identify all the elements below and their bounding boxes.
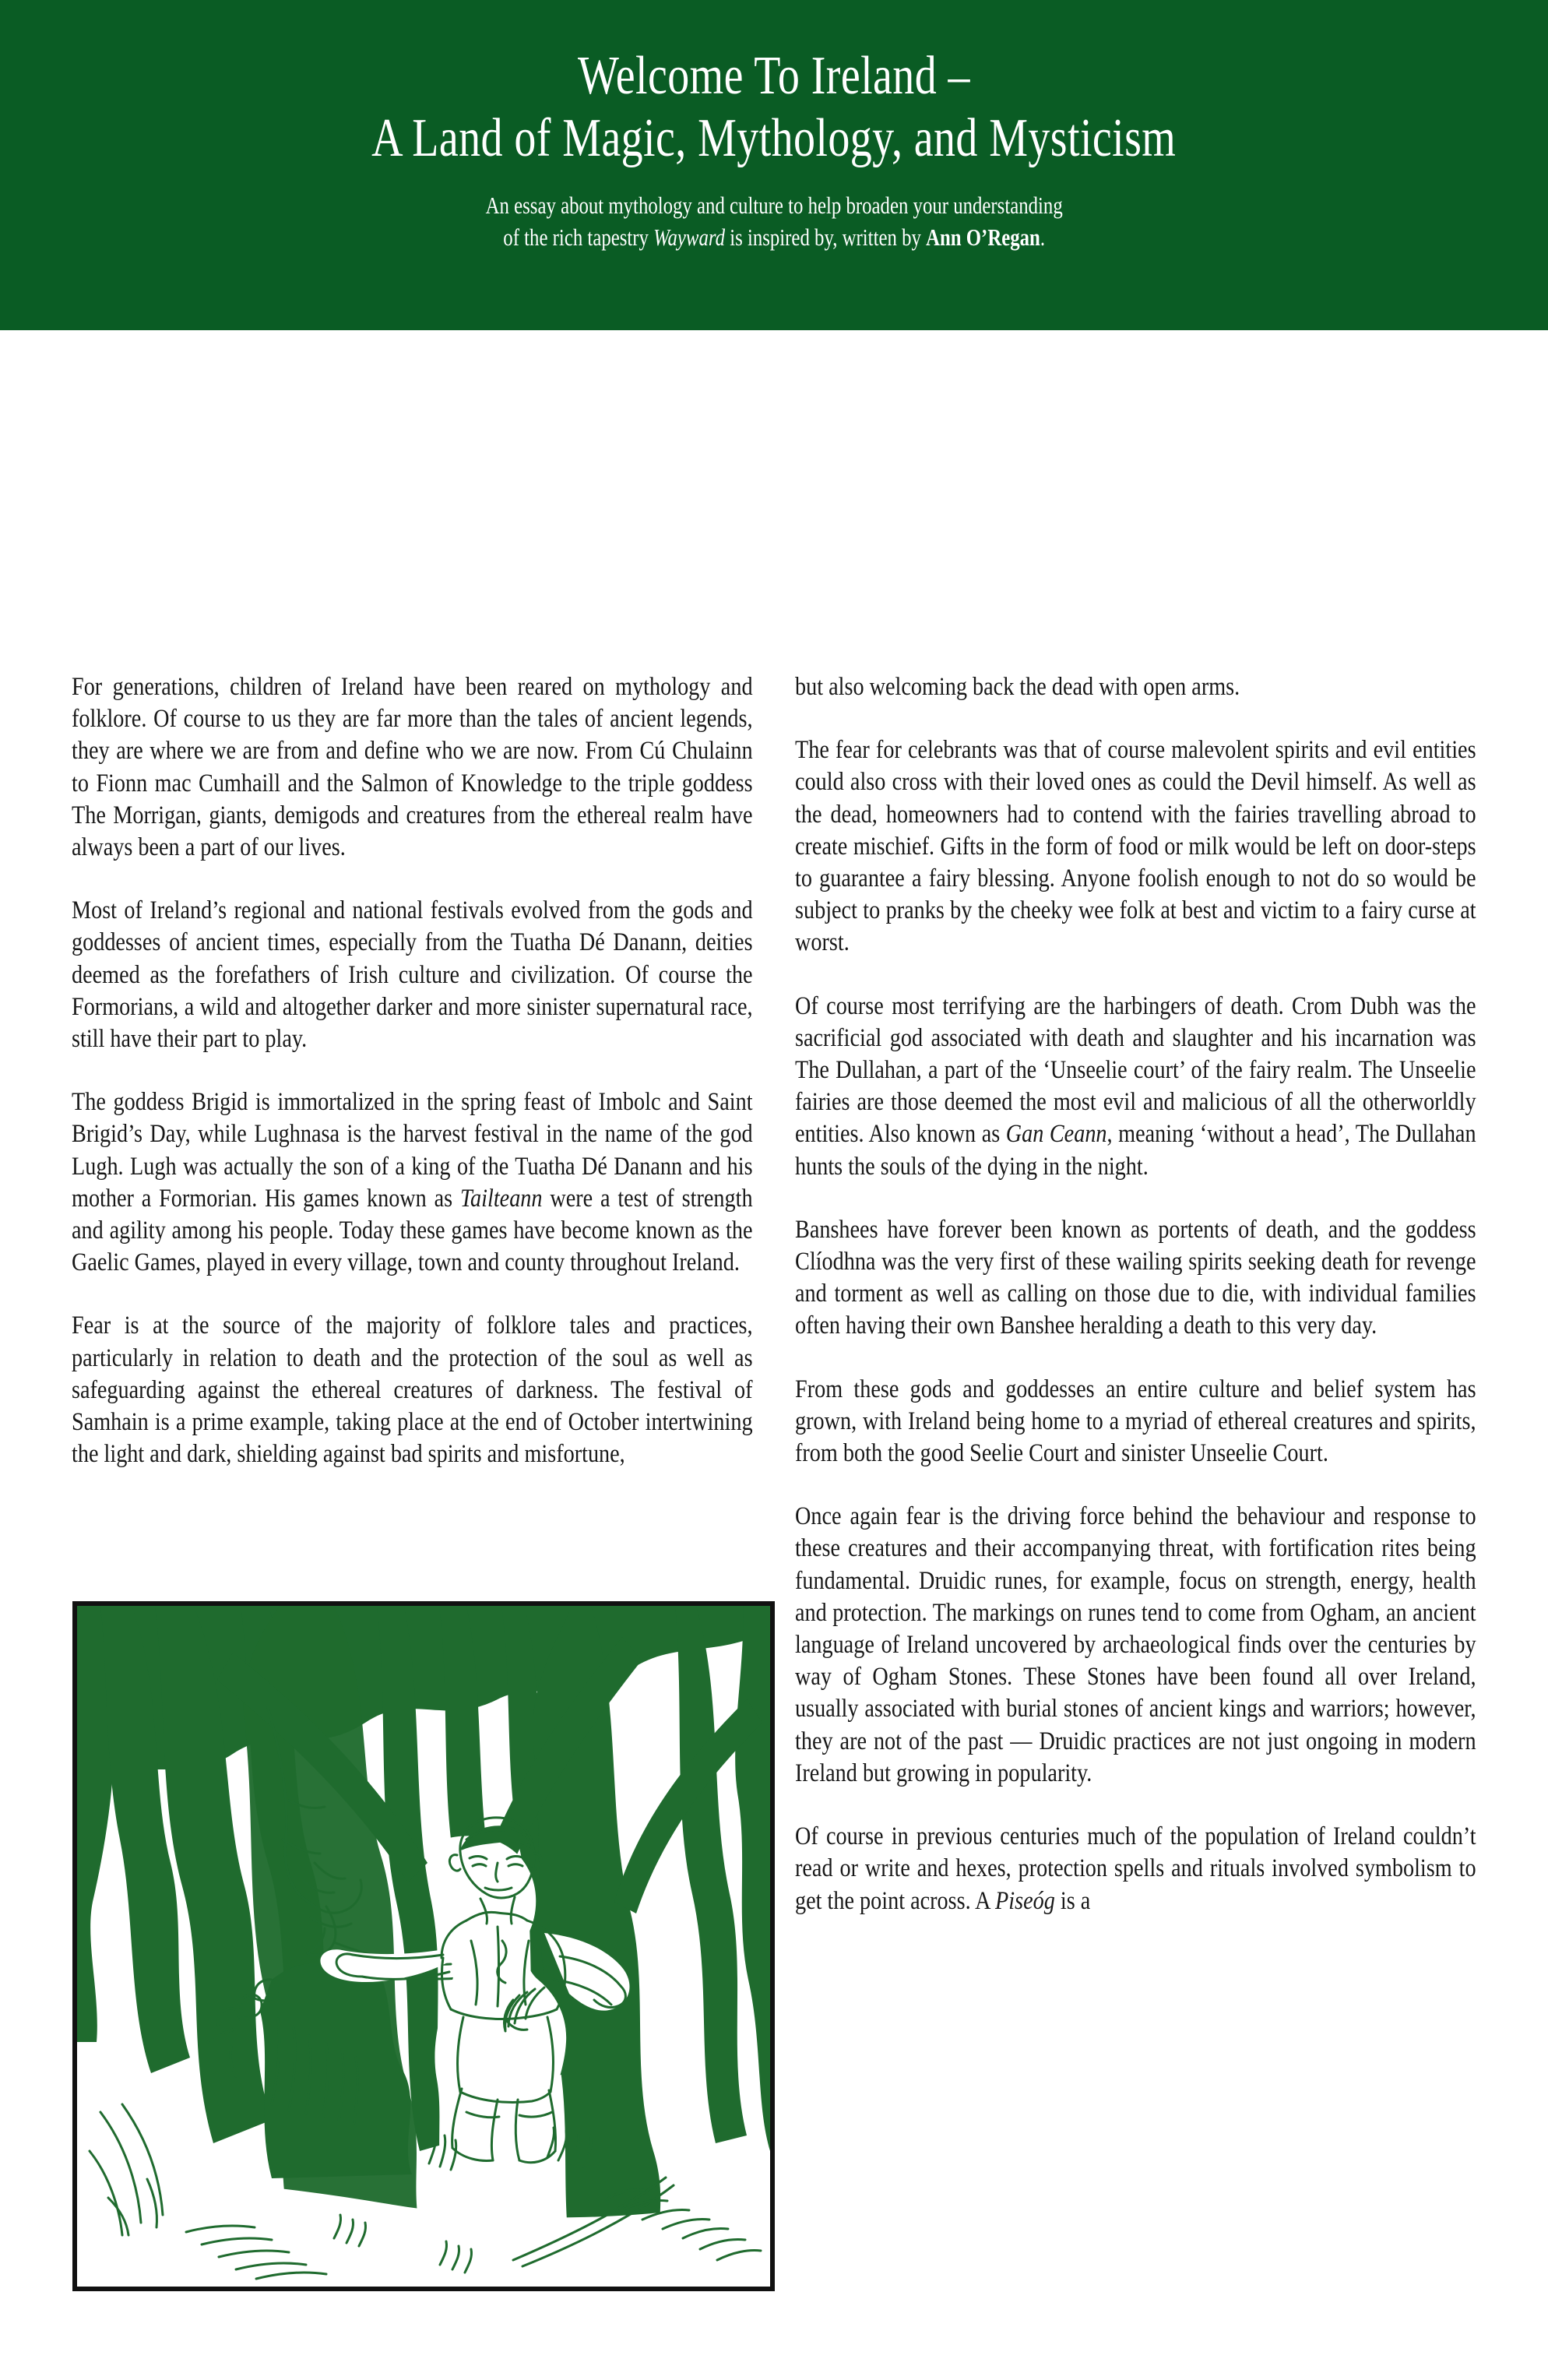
paragraph: but also welcoming back the dead with open arms. (795, 673, 1240, 701)
paragraph: From these gods and goddesses an entire culture and belief system has grown, with Ireland being home to a myriad of ethereal creatures and spirits, from both the good Seelie Court and sinister Unseelie Court. (795, 1375, 1476, 1468)
paragraph-text: were a test of strength and agility among his people. Today these games have become known as the Gaelic Games, played in every village, town and county throughout Ireland. (72, 1184, 753, 1277)
page-title-line-1: Welcome To Ireland – (578, 46, 970, 106)
paragraph (72, 1086, 753, 1279)
paragraph (795, 1821, 1476, 1917)
paragraph: Banshees have forever been known as portents of death, and the goddess Clíodhna was the very first of these wailing spirits seeking death for revenge and torment as well as calling on those due to die, with individual families often having their own Banshee heralding a death to this very day. (795, 1215, 1476, 1340)
subtitle-text-before: of the rich tapestry (503, 223, 653, 251)
paragraph-text: is a (1054, 1886, 1091, 1915)
subtitle-line-2 (485, 222, 1062, 254)
page-subtitle (413, 190, 1135, 254)
right-text-column (795, 671, 1476, 1917)
paragraph-text: Of course most terrifying are the harbingers of death. Crom Dubh was the sacrificial god associated with death and slaughter and his incarnation was The Dullahan, a part of the ‘Unseelie court’ of the fairy realm. The Unseelie fairies are those deemed the most evil and malicious of all the otherworldly entities. Also known as (795, 991, 1476, 1149)
paragraph-text: The goddess Brigid is immortalized in the spring feast of Imbolc and Saint Brigid’s Day, while Lughnasa is the harvest festival in the name of the god Lugh. Lugh was actually the son of a king of the Tuatha Dé Danann and his mother a Formorian. His games known as (72, 1088, 753, 1213)
irish-term-tailteann: Tailteann (459, 1184, 543, 1213)
paragraph: For generations, children of Ireland have been reared on mythology and folklore. Of course to us they are far more than the tales of ancient legends, they are where we are from and define who we are now. From Cú Chulainn to Fionn mac Cumhaill and the Salmon of Knowledge to the triple goddess The Morrigan, giants, demigods and creatures from the ethereal realm have always been a part of our lives. (72, 673, 753, 862)
forest-illustration-artwork (77, 1606, 770, 2287)
subtitle-book-title: Wayward (653, 223, 725, 251)
page-title-line-2: A Land of Magic, Mythology, and Mysticism (371, 107, 1177, 168)
paragraph: The fear for celebrants was that of course malevolent spirits and evil entities could also cross with their loved ones as could the Devil himself. As well as the dead, homeowners had to contend with the fairies travelling abroad to create mischief. Gifts in the form of food or milk would be left on door-steps to guarantee a fairy blessing. Anyone foolish enough to not do so would be subject to pranks by the cheeky wee folk at best and victim to a fairy curse at worst. (795, 736, 1476, 957)
subtitle-text-after: . (1040, 223, 1045, 251)
subtitle-line-1: An essay about mythology and culture to help broaden your understanding (485, 191, 1063, 219)
page-header (0, 0, 1548, 330)
subtitle-text-middle: is inspired by, written by (724, 223, 926, 251)
paragraph: Fear is at the source of the majority of folklore tales and practices, particularly in relation to death and the protection of the soul as well as safeguarding against the ethereal creatures of darkness. The festival of Samhain is a prime example, taking place at the end of October intertwining the light and dark, shielding against bad spirits and misfortune, (72, 1311, 753, 1469)
paragraph-text: , meaning ‘without a head’, The Dullahan hunts the souls of the dying in the night. (795, 1120, 1476, 1181)
paragraph: Most of Ireland’s regional and national festivals evolved from the gods and goddesses of ancient times, especially from the Tuatha Dé Danann, deities deemed as the forefathers of Irish culture and civilization. Of course the Formorians, a wild and altogether darker and more sinister supernatural race, still have their part to play. (72, 896, 753, 1054)
irish-term-piseog: Piseóg (995, 1886, 1055, 1915)
paragraph (795, 991, 1476, 1183)
forest-illustration (72, 1601, 775, 2291)
paragraph: Once again fear is the driving force behind the behaviour and response to these creatures and their accompanying threat, with fortification rites being fundamental. Druidic runes, for example, focus on strength, energy, health and protection. The markings on runes tend to come from Ogham, an ancient language of Ireland uncovered by archaeological finds over the centuries by way of Ogham Stones. These Stones have been found all over Ireland, usually associated with burial stones of ancient kings and warriors; however, they are not of the past — Druidic practices are not just ongoing in modern Ireland but growing in popularity. (795, 1502, 1476, 1787)
irish-term-gan-ceann: Gan Ceann (1005, 1120, 1107, 1149)
paragraph-text: Of course in previous centuries much of the population of Ireland couldn’t read or write and hexes, protection spells and rituals involved symbolism to get the point across. A (795, 1822, 1476, 1915)
subtitle-author-name: Ann O’Regan (925, 223, 1040, 251)
